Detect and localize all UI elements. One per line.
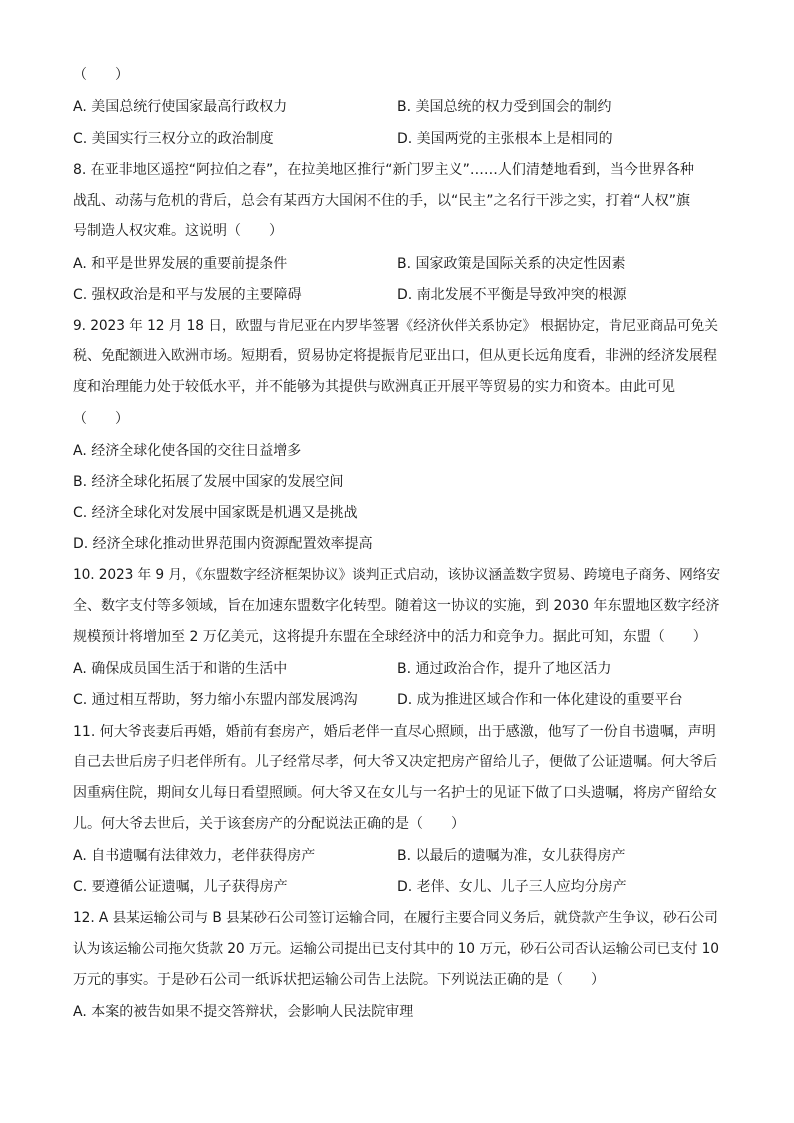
q10-stem-line-2: 全、数字支付等多领域，旨在加速东盟数字化转型。随着这一协议的实施，到 2030 年东盟地区数字经济 bbox=[73, 598, 720, 614]
q8-option-c: C. 强权政治是和平与发展的主要障碍 bbox=[73, 287, 302, 303]
q10-option-a: A. 确保成员国生活于和谐的生活中 bbox=[73, 661, 288, 677]
q10-option-d: D. 成为推进区域合作和一体化建设的重要平台 bbox=[397, 692, 683, 708]
q11-option-c: C. 要遵循公证遗嘱，儿子获得房产 bbox=[73, 879, 288, 895]
q9-option-a: A. 经济全球化使各国的交往日益增多 bbox=[73, 443, 302, 459]
q12-stem-line-1: 12. A 县某运输公司与 B 县某砂石公司签订运输合同，在履行主要合同义务后，就贷款产生争议，砂石公司 bbox=[73, 910, 718, 926]
q7-option-b: B. 美国总统的权力受到国会的制约 bbox=[397, 99, 612, 115]
q12-stem-line-2: 认为该运输公司拖欠货款 20 万元。运输公司提出已支付其中的 10 万元，砂石公司否认运输公司已支付 10 bbox=[73, 941, 719, 957]
q10-option-b: B. 通过政治合作，提升了地区活力 bbox=[397, 661, 612, 677]
q8-stem-line-3: 号制造人权灾难。这说明（ ） bbox=[73, 223, 283, 239]
q10-stem-line-3: 规模预计将增加至 2 万亿美元，这将提升东盟在全球经济中的活力和竞争力。据此可知，东盟（ ） bbox=[73, 629, 707, 645]
q7-answer-blank: （ ） bbox=[73, 67, 129, 83]
q8-stem-line-2: 战乱、动荡与危机的背后，总会有某西方大国闲不住的手，以“民主”之名行干涉之实，打着“人权”旗 bbox=[73, 193, 691, 209]
q11-option-b: B. 以最后的遗嘱为准，女儿获得房产 bbox=[397, 848, 626, 864]
q9-stem-line-1: 9. 2023 年 12 月 18 日，欧盟与肯尼亚在内罗毕签署《经济伙伴关系协定》 根据协定，肯尼亚商品可免关 bbox=[73, 318, 718, 334]
q11-stem-line-3: 因重病住院，期间女儿每日看望照顾。何大爷又在女儿与一名护士的见证下做了口头遗嘱，将房产留给女 bbox=[73, 785, 717, 801]
q9-option-c: C. 经济全球化对发展中国家既是机遇又是挑战 bbox=[73, 505, 358, 521]
q10-option-c: C. 通过相互帮助，努力缩小东盟内部发展鸿沟 bbox=[73, 692, 358, 708]
q12-option-a: A. 本案的被告如果不提交答辩状，会影响人民法院审理 bbox=[73, 1004, 414, 1020]
q11-stem-line-2: 自己去世后房子归老伴所有。儿子经常尽孝，何大爷又决定把房产留给儿子，便做了公证遗嘱。何大爷后 bbox=[73, 754, 717, 770]
q7-option-a: A. 美国总统行使国家最高行政权力 bbox=[73, 99, 288, 115]
q9-stem-line-3: 度和治理能力处于较低水平，并不能够为其提供与欧洲真正开展平等贸易的实力和资本。由此可见 bbox=[73, 379, 675, 395]
q12-stem-line-3: 万元的事实。于是砂石公司一纸诉状把运输公司告上法院。下列说法正确的是（ ） bbox=[73, 972, 605, 988]
q8-stem-line-1: 8. 在亚非地区遥控“阿拉伯之春”，在拉美地区推行“新门罗主义”……人们清楚地看到，当今世界各种 bbox=[73, 162, 694, 178]
q8-option-d: D. 南北发展不平衡是导致冲突的根源 bbox=[397, 287, 627, 303]
q11-stem-line-4: 儿。何大爷去世后，关于该套房产的分配说法正确的是（ ） bbox=[73, 816, 465, 832]
q9-stem-line-2: 税、免配额进入欧洲市场。短期看，贸易协定将提振肯尼亚出口，但从更长远角度看，非洲的经济发展程 bbox=[73, 348, 717, 364]
q9-option-d: D. 经济全球化推动世界范围内资源配置效率提高 bbox=[73, 536, 373, 552]
q11-stem-line-1: 11. 何大爷丧妻后再婚，婚前有套房产，婚后老伴一直尽心照顾，出于感激，他写了一份自书遗嘱，声明 bbox=[73, 724, 716, 740]
q11-option-a: A. 自书遗嘱有法律效力，老伴获得房产 bbox=[73, 848, 316, 864]
q9-option-b: B. 经济全球化拓展了发展中国家的发展空间 bbox=[73, 474, 344, 490]
q9-answer-blank: （ ） bbox=[73, 411, 129, 427]
q10-stem-line-1: 10. 2023 年 9 月，《东盟数字经济框架协议》谈判正式启动，该协议涵盖数字贸易、跨境电子商务、网络安 bbox=[73, 567, 720, 583]
q11-option-d: D. 老伴、女儿、儿子三人应均分房产 bbox=[397, 879, 627, 895]
q8-option-b: B. 国家政策是国际关系的决定性因素 bbox=[397, 256, 626, 272]
q7-option-d: D. 美国两党的主张根本上是相同的 bbox=[397, 131, 613, 147]
q7-option-c: C. 美国实行三权分立的政治制度 bbox=[73, 131, 274, 147]
q8-option-a: A. 和平是世界发展的重要前提条件 bbox=[73, 256, 288, 272]
